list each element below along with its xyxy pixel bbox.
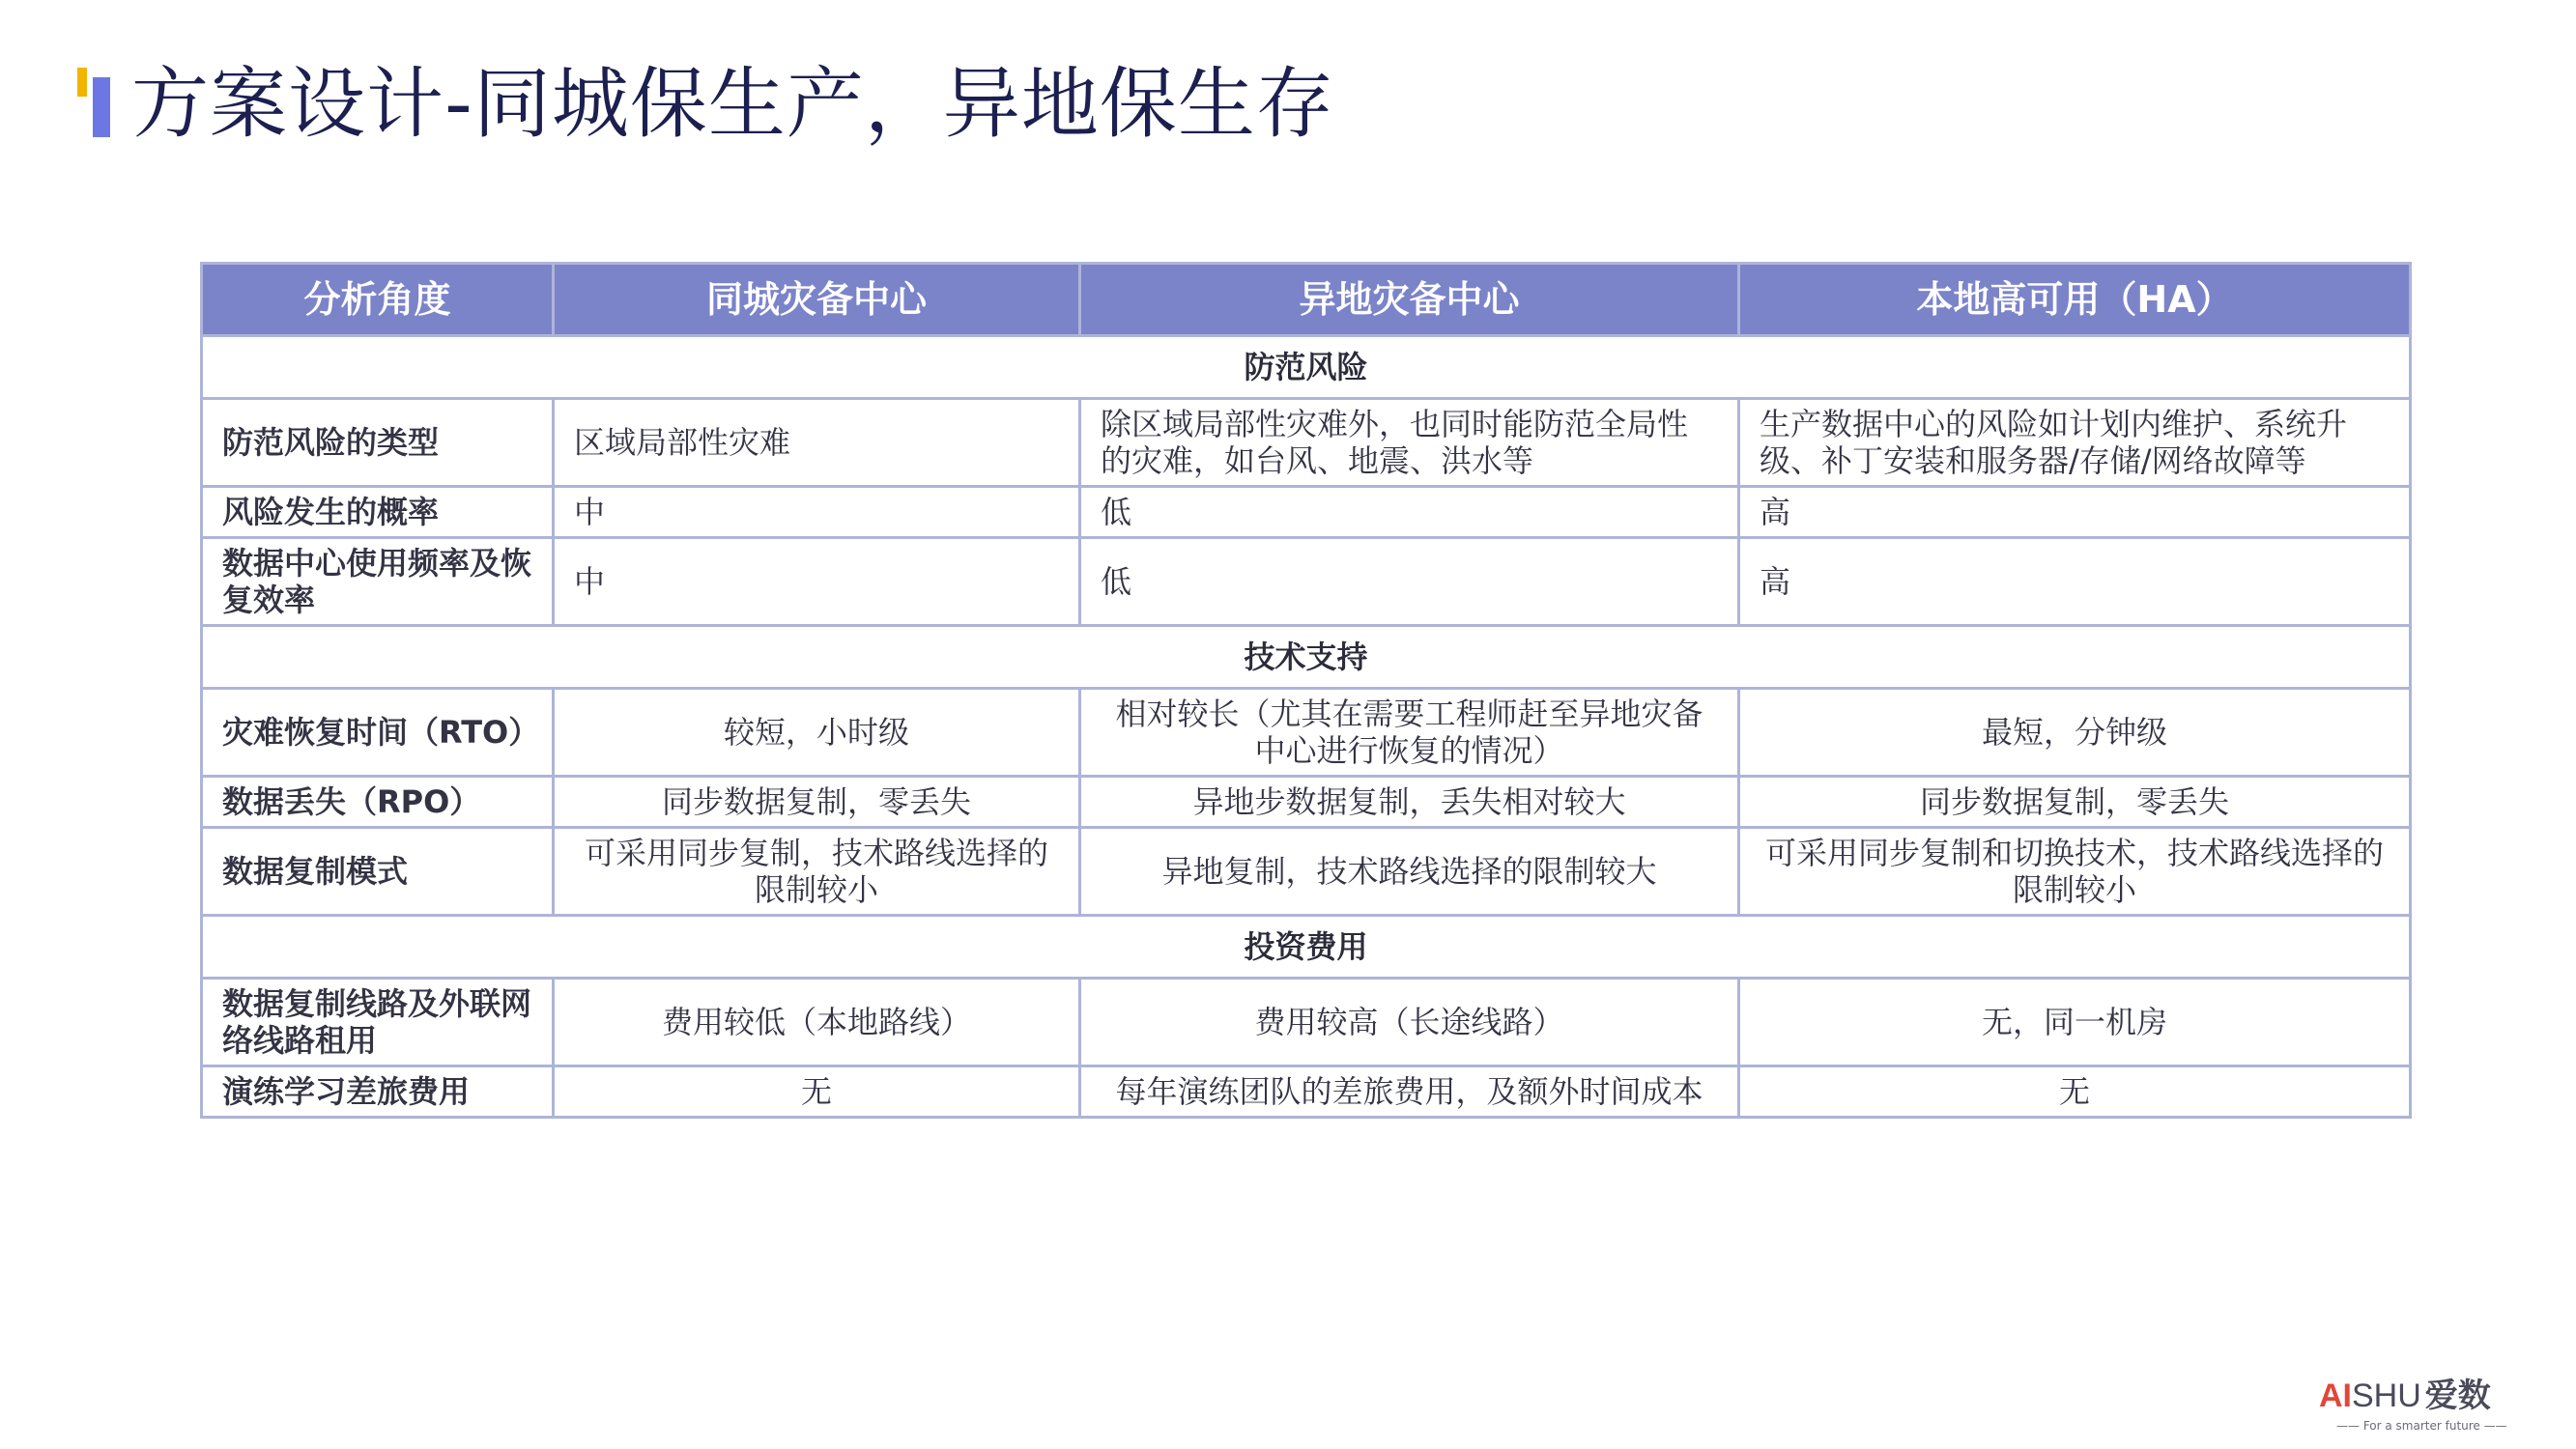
table-row — [202, 399, 2411, 487]
title-accent-mark — [77, 68, 116, 139]
table-cell: 中 — [554, 487, 1080, 538]
table-cell: 较短，小时级 — [554, 689, 1080, 777]
table-cell: 无 — [1739, 1066, 2411, 1118]
comparison-table — [200, 262, 2412, 1119]
table-cell: 高 — [1739, 538, 2411, 626]
table-row — [202, 538, 2411, 626]
table-row — [202, 1066, 2411, 1118]
row-label: 数据丢失（RPO） — [202, 777, 554, 828]
row-label: 演练学习差旅费用 — [202, 1066, 554, 1118]
section-row-tech — [202, 626, 2411, 689]
table-cell: 同步数据复制，零丢失 — [554, 777, 1080, 828]
row-label: 数据复制模式 — [202, 828, 554, 916]
table-cell: 无，同一机房 — [1739, 979, 2411, 1066]
table-cell: 异地复制，技术路线选择的限制较大 — [1080, 828, 1739, 916]
table-cell: 可采用同步复制和切换技术，技术路线选择的限制较小 — [1739, 828, 2411, 916]
table-cell: 除区域局部性灾难外，也同时能防范全局性的灾难，如台风、地震、洪水等 — [1080, 399, 1739, 487]
logo-tagline: —— For a smarter future —— — [2336, 1419, 2507, 1433]
row-label: 灾难恢复时间（RTO） — [202, 689, 554, 777]
table-cell: 无 — [554, 1066, 1080, 1118]
section-title: 防范风险 — [202, 336, 2411, 399]
table-cell: 相对较长（尤其在需要工程师赶至异地灾备中心进行恢复的情况） — [1080, 689, 1739, 777]
row-label: 风险发生的概率 — [202, 487, 554, 538]
table-cell: 费用较低（本地路线） — [554, 979, 1080, 1066]
table-cell: 费用较高（长途线路） — [1080, 979, 1739, 1066]
aishu-logo — [2319, 1377, 2541, 1435]
section-row-cost — [202, 916, 2411, 979]
table-row — [202, 487, 2411, 538]
table-cell: 低 — [1080, 487, 1739, 538]
table-cell: 每年演练团队的差旅费用，及额外时间成本 — [1080, 1066, 1739, 1118]
table-row — [202, 689, 2411, 777]
table-header-row — [202, 264, 2411, 336]
section-title: 技术支持 — [202, 626, 2411, 689]
header-local-ha: 本地高可用（HA） — [1739, 264, 2411, 336]
logo-cn-text: 爱数 — [2424, 1378, 2491, 1414]
table-row — [202, 777, 2411, 828]
header-same-city-dr: 同城灾备中心 — [554, 264, 1080, 336]
table-cell: 区域局部性灾难 — [554, 399, 1080, 487]
header-remote-dr: 异地灾备中心 — [1080, 264, 1739, 336]
row-label: 数据复制线路及外联网络线路租用 — [202, 979, 554, 1066]
section-title: 投资费用 — [202, 916, 2411, 979]
table-cell: 最短，分钟级 — [1739, 689, 2411, 777]
page-title: 方案设计-同城保生产，异地保生存 — [131, 59, 1334, 149]
logo-wordmark — [2319, 1377, 2491, 1415]
logo-ai-text: AI — [2319, 1378, 2352, 1414]
table-row — [202, 979, 2411, 1066]
table-cell: 异地步数据复制，丢失相对较大 — [1080, 777, 1739, 828]
header-analysis-angle: 分析角度 — [202, 264, 554, 336]
table-cell: 生产数据中心的风险如计划内维护、系统升级、补丁安装和服务器/存储/网络故障等 — [1739, 399, 2411, 487]
section-row-risk — [202, 336, 2411, 399]
row-label: 数据中心使用频率及恢复效率 — [202, 538, 554, 626]
table-cell: 高 — [1739, 487, 2411, 538]
logo-shu-text: SHU — [2352, 1378, 2421, 1414]
table-cell: 中 — [554, 538, 1080, 626]
row-label: 防范风险的类型 — [202, 399, 554, 487]
accent-bar-yellow — [77, 68, 87, 97]
table-cell: 可采用同步复制，技术路线选择的限制较小 — [554, 828, 1080, 916]
table-cell: 同步数据复制，零丢失 — [1739, 777, 2411, 828]
accent-bar-blue — [93, 77, 110, 137]
table-row — [202, 828, 2411, 916]
table-cell: 低 — [1080, 538, 1739, 626]
